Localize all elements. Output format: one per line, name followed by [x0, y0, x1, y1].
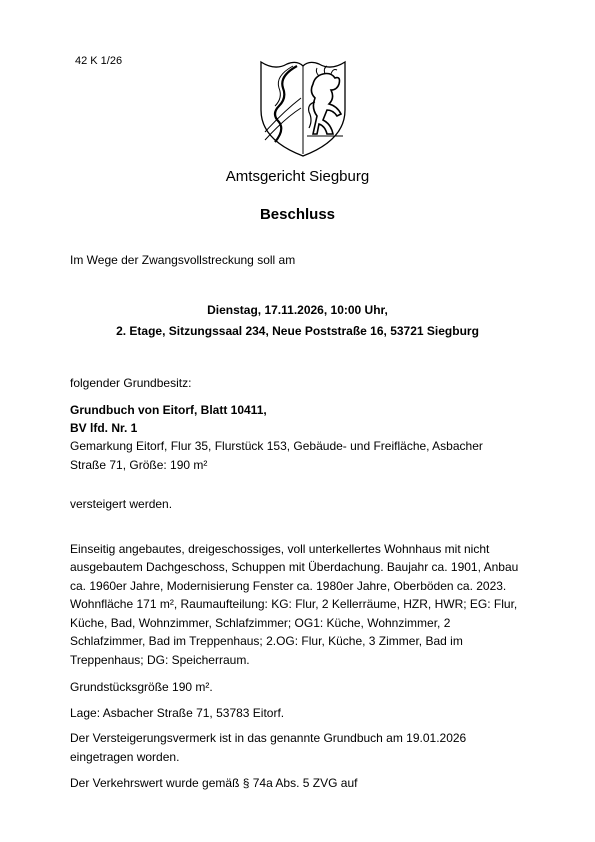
grundbuch-reference: Grundbuch von Eitorf, Blatt 10411, — [70, 403, 267, 417]
coat-of-arms-icon — [257, 58, 349, 158]
lage: Lage: Asbacher Straße 71, 53783 Eitorf. — [70, 706, 285, 720]
description-line: Schlafzimmer, Bad im Treppenhaus; 2.OG: Flur, Küche, 3 Zimmer, Bad im — [70, 634, 463, 648]
court-name: Amtsgericht Siegburg — [225, 168, 370, 185]
gemarkung-line: Straße 71, Größe: 190 m² — [70, 458, 208, 472]
versteigert-text: versteigert werden. — [70, 497, 173, 511]
bv-number: BV lfd. Nr. 1 — [70, 421, 138, 435]
description-line: Treppenhaus; DG: Speicherraum. — [70, 653, 250, 667]
document-title: Beschluss — [259, 206, 336, 223]
vermerk-line: Der Versteigerungsvermerk ist in das genannte Grundbuch am 19.01.2026 — [70, 731, 467, 745]
auction-date: Dienstag, 17.11.2026, 10:00 Uhr, — [207, 303, 388, 317]
auction-location: 2. Etage, Sitzungssaal 234, Neue Poststraße 16, 53721 Siegburg — [116, 324, 479, 338]
gemarkung-line: Gemarkung Eitorf, Flur 35, Flurstück 153, Gebäude- und Freifläche, Asbacher — [70, 439, 483, 453]
description-line: Einseitig angebautes, dreigeschossiges, voll unterkellertes Wohnhaus mit nicht — [70, 542, 490, 556]
description-line: ausgebautem Dachgeschoss, Schuppen mit Überdachung. Baujahr ca. 1901, Anbau — [70, 560, 519, 574]
case-number: 42 K 1/26 — [75, 55, 123, 67]
description-line: Küche, Bad, Wohnzimmer, Schlafzimmer; OG1: Küche, Wohnzimmer, 2 — [70, 616, 451, 630]
intro-text: Im Wege der Zwangsvollstreckung soll am — [70, 253, 296, 267]
description-line: ca. 1960er Jahre, Modernisierung Fenster ca. 1980er Jahre, Oberböden ca. 2023. — [70, 579, 507, 593]
property-intro: folgender Grundbesitz: — [70, 376, 192, 390]
vermerk-line: eingetragen worden. — [70, 750, 180, 764]
verkehrswert-text: Der Verkehrswert wurde gemäß § 74a Abs. 5 ZVG auf — [70, 776, 358, 790]
grundstuecksgroesse: Grundstücksgröße 190 m². — [70, 680, 213, 694]
description-line: Wohnfläche 171 m², Raumaufteilung: KG: Flur, 2 Kellerräume, HZR, HWR; EG: Flur, — [70, 597, 518, 611]
